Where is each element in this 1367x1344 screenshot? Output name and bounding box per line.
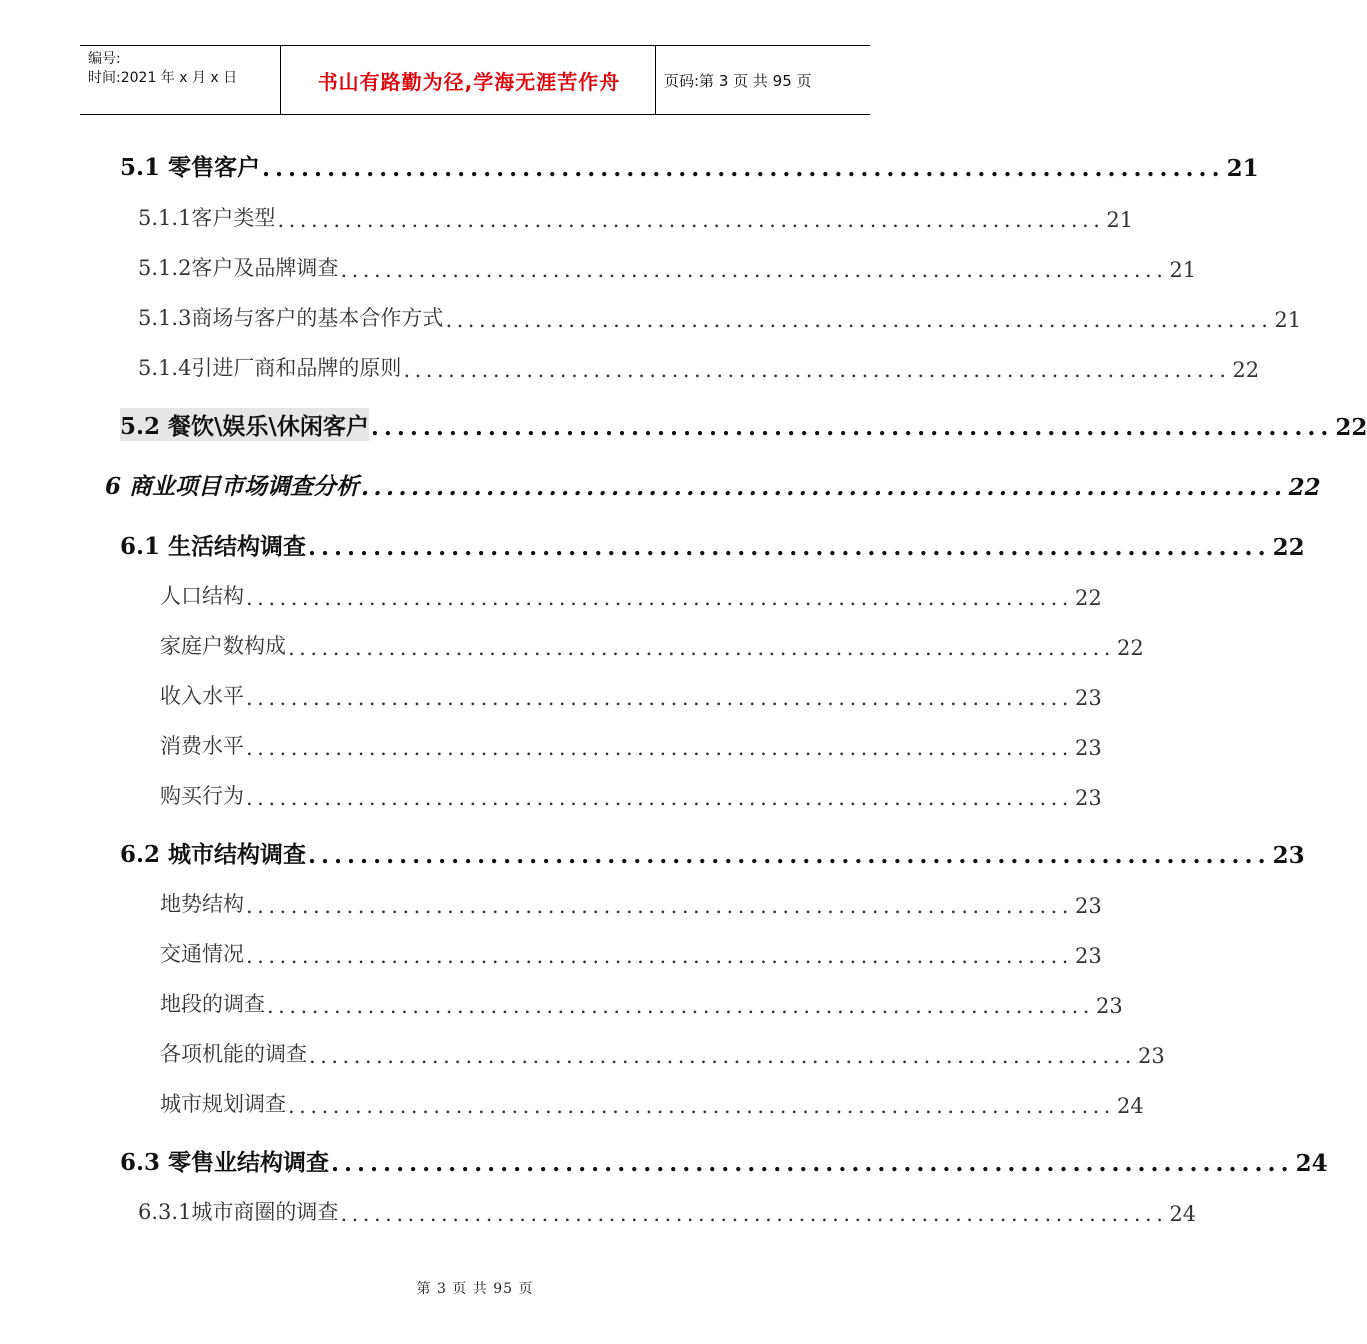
toc-entry-title: 6.1 生活结构调查 [120,533,307,560]
toc-entry[interactable]: 5.1.2客户及品牌调查 .......................................................................... 21 [138,248,845,282]
toc-entry[interactable]: 6.2 城市结构调查 .......................................................................... 23 [120,835,845,869]
toc-entry[interactable]: 5.1 零售客户 .......................................................................... 21 [120,148,845,182]
toc-entry-page: 23 [1074,894,1102,918]
header-number-label: 编号: [88,51,121,67]
header-meta [88,50,237,88]
toc-entry[interactable]: 交通情况 .......................................................................... 23 [140,934,845,968]
toc-entry-title: 5.1.2客户及品牌调查 [138,256,339,280]
toc-entry-title: 5.1.3商场与客户的基本合作方式 [138,306,444,330]
toc-entry-page: 22 [1074,586,1102,610]
toc-entry[interactable]: 购买行为 .......................................................................... 23 [140,776,845,810]
toc-entry-page: 23 [1137,1044,1165,1068]
toc-entry[interactable]: 6 商业项目市场调查分析 .......................................................................... 22 [105,467,847,501]
toc-entry-title: 消费水平 [160,734,244,758]
toc-entry-title: 5.1 零售客户 [120,154,261,181]
toc-entry-title: 6.3 零售业结构调查 [120,1149,330,1176]
toc-entry-page: 24 [1116,1094,1144,1118]
toc-entry-title: 城市规划调查 [160,1092,286,1116]
toc-entry[interactable]: 家庭户数构成 .......................................................................... 22 [140,626,845,660]
toc-entry-title: 人口结构 [160,584,244,608]
toc-entry[interactable]: 城市规划调查 .......................................................................... 24 [140,1084,845,1118]
toc-entry[interactable]: 5.1.1客户类型 .......................................................................... 21 [138,198,845,232]
page-footer: 第 3 页 共 95 页 [416,1281,534,1297]
toc-entry-title: 交通情况 [160,942,244,966]
header-page-info: 页码:第 3 页 共 95 页 [664,71,812,90]
toc-entry-page: 22 [1116,636,1144,660]
toc-entry[interactable]: 5.1.3商场与客户的基本合作方式 .......................................................................... 21 [138,298,845,332]
header-divider [655,46,656,114]
toc-entry-page: 23 [1074,736,1102,760]
toc-entry-page: 24 [1295,1150,1328,1177]
toc-entry-page: 21 [1106,208,1134,232]
toc-entry-page: 22 [1272,534,1305,561]
toc-entry-page: 21 [1226,155,1259,182]
toc-entry-page: 23 [1095,994,1123,1018]
toc-entry-title: 收入水平 [160,684,244,708]
toc-entry-title: 地段的调查 [160,992,265,1016]
header-divider [280,46,281,114]
toc-entry-page: 23 [1074,686,1102,710]
header-time-label: 时间:2021 年 x 月 x 日 [88,70,238,86]
toc-entry-page: 21 [1169,258,1197,282]
toc-entry-title: 6.2 城市结构调查 [120,841,307,868]
toc-entry[interactable]: 6.3.1城市商圈的调查 .......................................................................... 24 [138,1192,845,1226]
toc-entry-page: 24 [1169,1202,1197,1226]
toc-entry-title: 5.1.4引进厂商和品牌的原则 [138,356,402,380]
toc-entry-title: 6 商业项目市场调查分析 [105,473,360,500]
toc-entry[interactable]: 地势结构 .......................................................................... 23 [140,884,845,918]
toc-entry-page: 21 [1274,308,1302,332]
toc-entry[interactable]: 5.1.4引进厂商和品牌的原则 .......................................................................... 22 [138,348,845,382]
toc-entry-page: 22 [1288,474,1321,501]
header-motto: 书山有路勤为径,学海无涯苦作舟 [317,69,621,94]
toc-entry-title: 购买行为 [160,784,244,808]
page-header [80,45,870,115]
toc-entry[interactable]: 各项机能的调查 .......................................................................... 23 [140,1034,845,1068]
toc-entry-title: 家庭户数构成 [160,634,286,658]
toc-entry-page: 23 [1272,842,1305,869]
toc-entry[interactable]: 人口结构 .......................................................................... 22 [140,576,845,610]
toc-entry-title: 5.1.1客户类型 [138,206,276,230]
toc-entry-page: 23 [1074,786,1102,810]
toc-entry-page: 22 [1232,358,1260,382]
toc-entry[interactable]: 6.1 生活结构调查 .......................................................................... 22 [120,527,845,561]
toc-entry[interactable]: 5.2 餐饮\娱乐\休闲客户 .......................................................................... 22 [120,407,845,441]
toc-entry-title: 各项机能的调查 [160,1042,307,1066]
toc-entry[interactable]: 消费水平 .......................................................................... 23 [140,726,845,760]
toc-entry-title: 6.3.1城市商圈的调查 [138,1200,339,1224]
toc-entry[interactable]: 收入水平 .......................................................................... 23 [140,676,845,710]
toc-entry-page: 22 [1335,414,1367,441]
toc-entry-title: 地势结构 [160,892,244,916]
toc-entry[interactable]: 地段的调查 .......................................................................... 23 [140,984,845,1018]
toc-entry-title: 5.2 餐饮\娱乐\休闲客户 [120,408,369,441]
toc-entry[interactable]: 6.3 零售业结构调查 .......................................................................... 24 [120,1143,845,1177]
toc-entry-page: 23 [1074,944,1102,968]
